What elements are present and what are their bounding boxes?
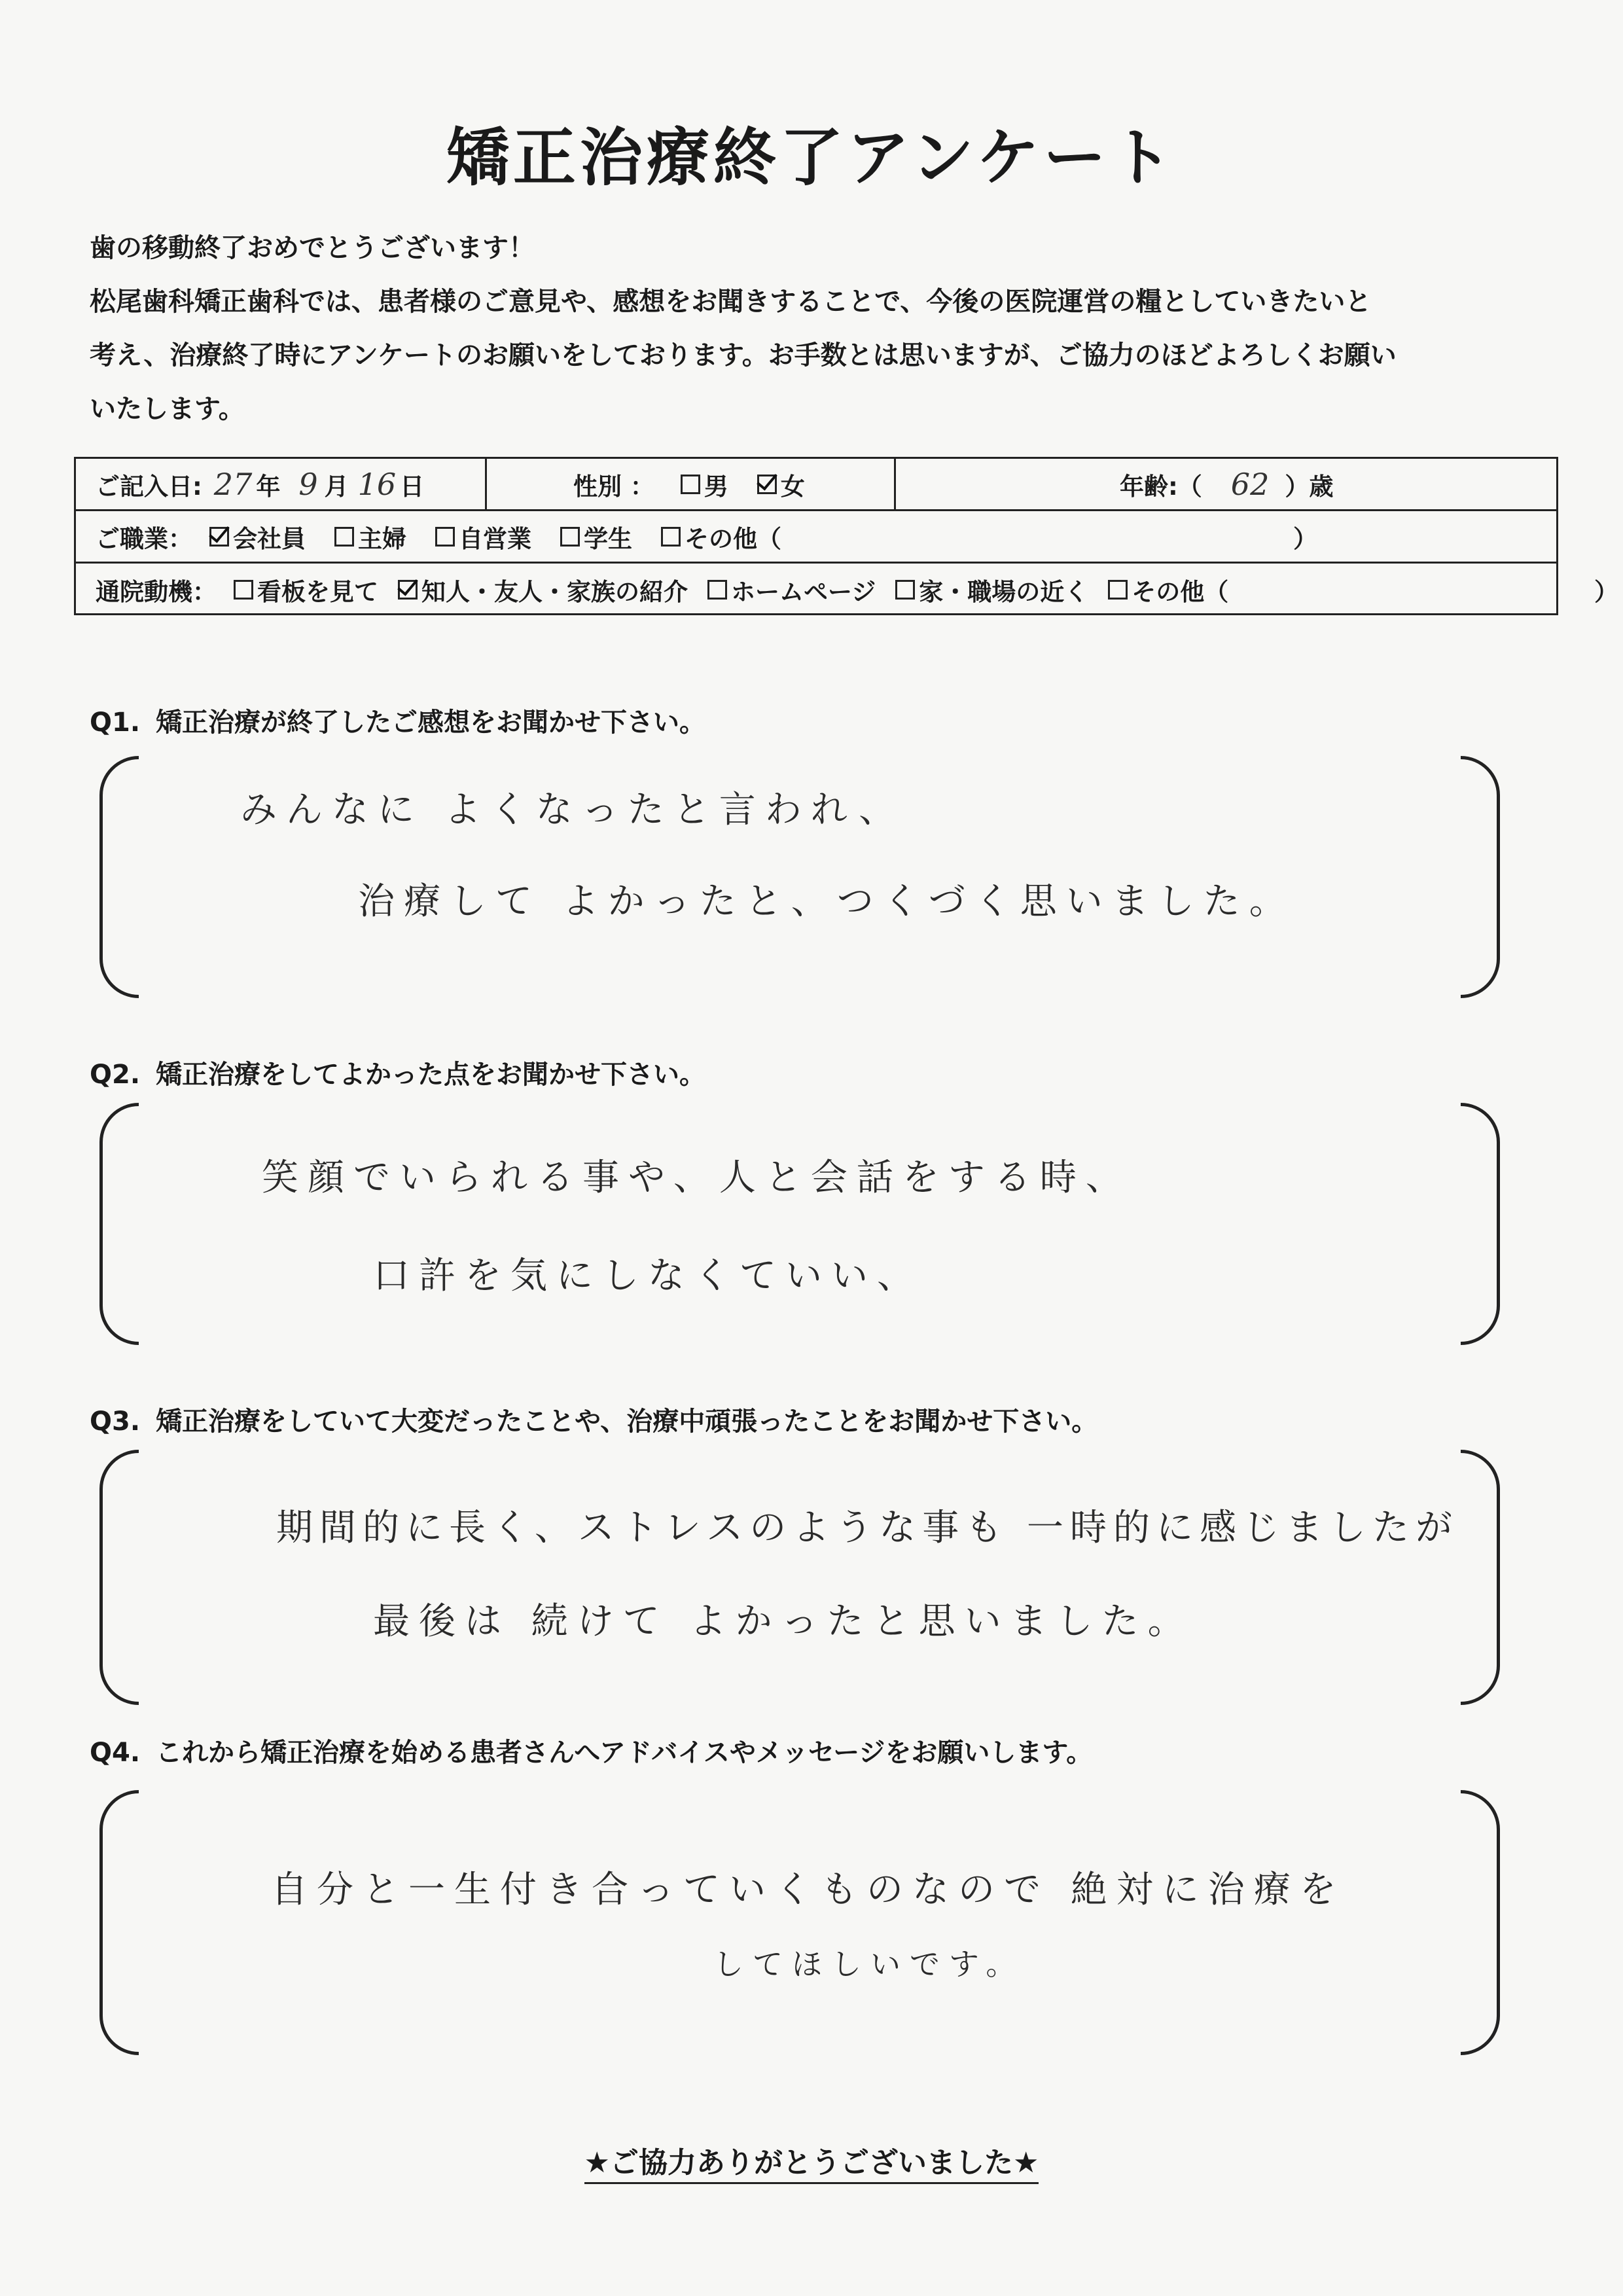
info-row-motive <box>76 564 1618 616</box>
motive-option-other[interactable] <box>1108 572 1228 607</box>
option-label: 男 <box>704 472 728 501</box>
gender-label: 性別 ： <box>573 472 654 501</box>
right-bracket <box>1461 1450 1500 1705</box>
option-label: 女 <box>780 472 805 501</box>
age-value: 62 <box>1230 466 1270 502</box>
checkbox-icon <box>681 475 700 494</box>
option-label: 学生 <box>584 524 632 553</box>
option-label: その他（ <box>685 524 781 553</box>
motive-option-homepage[interactable] <box>707 572 876 607</box>
date-field[interactable] <box>96 459 424 509</box>
question-1 <box>90 702 705 739</box>
checkbox-checked-icon <box>757 475 777 494</box>
info-row-occupation <box>76 511 1556 564</box>
occupation-option-student[interactable] <box>560 519 632 554</box>
intro-text <box>90 221 1529 436</box>
occupation-option-self-employed[interactable] <box>435 519 531 554</box>
question-4 <box>90 1732 1092 1769</box>
right-bracket <box>1461 1790 1500 2055</box>
age-label: 年齢:（ <box>1120 472 1202 501</box>
question-number: Q1. <box>90 708 141 738</box>
thank-you-footer <box>0 2139 1623 2181</box>
date-year-value: 27 <box>213 466 253 502</box>
motive-option-nearby[interactable] <box>895 572 1088 607</box>
answer-line: してほしいです。 <box>713 1946 1026 1982</box>
checkbox-icon <box>334 527 354 547</box>
answer-box-1[interactable] <box>99 756 1500 998</box>
option-label: その他（ <box>1132 578 1229 606</box>
checkbox-icon <box>435 527 455 547</box>
motive-close: ） <box>1594 578 1618 606</box>
left-bracket <box>99 1103 139 1345</box>
date-label: ご記入日: <box>96 472 202 501</box>
option-label: ホームページ <box>731 578 876 606</box>
question-number: Q3. <box>90 1407 141 1437</box>
info-table <box>74 457 1618 615</box>
motive-label: 通院動機： <box>96 578 217 606</box>
answer-line: 自分と一生付き合っていくものなので 絶対に治療を <box>271 1869 1346 1911</box>
answer-box-4[interactable] <box>99 1790 1500 2055</box>
checkbox-checked-icon <box>398 580 418 600</box>
left-bracket <box>99 1790 139 2055</box>
left-bracket <box>99 1450 139 1705</box>
date-month-unit: 月 <box>324 472 349 501</box>
checkbox-icon <box>1108 580 1128 600</box>
occupation-option-housewife[interactable] <box>334 519 406 554</box>
answer-line: 笑顔でいられる事や、人と会話をする時、 <box>262 1157 1132 1199</box>
gender-field <box>573 459 834 509</box>
date-day-unit: 日 <box>400 472 425 501</box>
date-year-unit: 年 <box>256 472 281 501</box>
checkbox-checked-icon <box>209 527 229 547</box>
left-bracket <box>99 756 139 998</box>
occupation-option-employee[interactable] <box>209 519 306 554</box>
answer-box-3[interactable] <box>99 1450 1500 1705</box>
motive-option-referral[interactable] <box>398 572 688 607</box>
right-bracket <box>1461 756 1500 998</box>
age-field[interactable] <box>1120 459 1333 509</box>
option-label: 知人・友人・家族の紹介 <box>421 578 688 606</box>
intro-line: 考え、治療終了時にアンケートのお願いをしております。お手数とは思いますが、ご協力のほどよろしくお願い <box>90 340 1397 370</box>
intro-line: 松尾歯科矯正歯科では、患者様のご意見や、感想をお聞きすることで、今後の医院運営の糧としていきたいと <box>90 287 1372 317</box>
answer-line: みんなに よくなったと言われ、 <box>240 789 905 831</box>
option-label: 会社員 <box>233 524 306 553</box>
question-number: Q4. <box>90 1738 141 1768</box>
answer-line: 口許を気にしなくていい、 <box>373 1255 923 1297</box>
question-text: これから矯正治療を始める患者さんへアドバイスやメッセージをお願いします。 <box>156 1738 1093 1768</box>
gender-option-male[interactable] <box>681 467 728 502</box>
answer-line: 治療して よかったと、つくづく思いました。 <box>358 880 1295 923</box>
right-bracket <box>1461 1103 1500 1345</box>
gender-option-female[interactable] <box>757 467 805 502</box>
option-label: 家・職場の近く <box>919 578 1089 606</box>
option-label: 自営業 <box>459 524 531 553</box>
occupation-close: ） <box>1293 524 1317 553</box>
motive-option-signboard[interactable] <box>234 572 378 607</box>
question-text: 矯正治療をしていて大変だったことや、治療中頑張ったことをお聞かせ下さい。 <box>156 1407 1098 1437</box>
question-text: 矯正治療をしてよかった点をお聞かせ下さい。 <box>156 1060 706 1090</box>
info-row-basic <box>76 459 1556 511</box>
answer-line: 最後は 続けて よかったと思いました。 <box>373 1600 1194 1643</box>
answer-line: 期間的に長く、ストレスのような事も 一時的に感じましたが <box>276 1507 1459 1549</box>
date-day-value: 16 <box>357 466 397 502</box>
age-suffix: ）歳 <box>1285 472 1334 501</box>
occupation-label: ご職業： <box>96 524 192 553</box>
checkbox-icon <box>661 527 681 547</box>
checkbox-icon <box>895 580 915 600</box>
question-3 <box>90 1401 1097 1438</box>
option-label: 主婦 <box>358 524 406 553</box>
question-number: Q2. <box>90 1060 141 1090</box>
question-text: 矯正治療が終了したご感想をお聞かせ下さい。 <box>156 708 706 738</box>
page-title: 矯正治療終了アンケート <box>446 121 1177 194</box>
footer-text: ★ご協力ありがとうございました★ <box>584 2146 1039 2184</box>
answer-box-2[interactable] <box>99 1103 1500 1345</box>
checkbox-icon <box>707 580 727 600</box>
intro-line: 歯の移動終了おめでとうございます！ <box>90 233 535 263</box>
date-month-value: 9 <box>298 466 318 502</box>
checkbox-icon <box>560 527 580 547</box>
occupation-option-other[interactable] <box>661 519 781 554</box>
option-label: 看板を見て <box>257 578 378 606</box>
intro-line: いたします。 <box>90 394 245 424</box>
checkbox-icon <box>234 580 253 600</box>
question-2 <box>90 1054 705 1091</box>
